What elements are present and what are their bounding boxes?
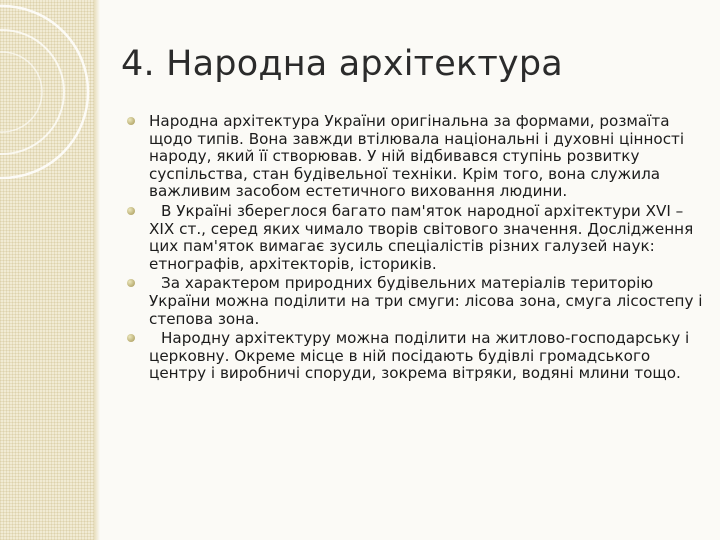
list-item [127, 113, 707, 201]
list-item [127, 203, 707, 273]
bullet-icon [127, 207, 135, 215]
bullet-icon [127, 279, 135, 287]
bullet-text: Народна архітектура України оригінальна за формами, розмаїта щодо типів. Вона завжди втілювала національні і духовні цінності народу, який її створював. У ній відбивався ступінь розвитку суспільства, стан будівельної техніки. Крім того, вона служила важливим засобом естетичного виховання людини. [149, 112, 685, 201]
decorative-circles-ornament [0, 0, 130, 200]
page-title: 4. Народна архітектура [121, 44, 563, 84]
bullet-icon [127, 117, 135, 125]
bullet-list [127, 113, 707, 385]
list-item [127, 330, 707, 383]
bullet-text: Народну архітектуру можна поділити на житлово-господарську і церковну. Окреме місце в ній посідають будівлі громадського центру і виробничі споруди, зокрема вітряки, водяні млини тощо. [149, 329, 690, 383]
list-item [127, 275, 707, 328]
bullet-text: За характером природних будівельних матеріалів територію України можна поділити на три смуги: лісова зона, смуга лісостепу і степова зона. [149, 274, 703, 328]
bullet-text: В Україні збереглося багато пам'яток народної архітектури XVI – XIX ст., серед яких чимало творів світового значення. Дослідження цих пам'яток вимагає зусиль спеціалістів різних галузей наук: етнографів, архітекторів, істориків. [149, 201, 694, 273]
bullet-icon [127, 334, 135, 342]
